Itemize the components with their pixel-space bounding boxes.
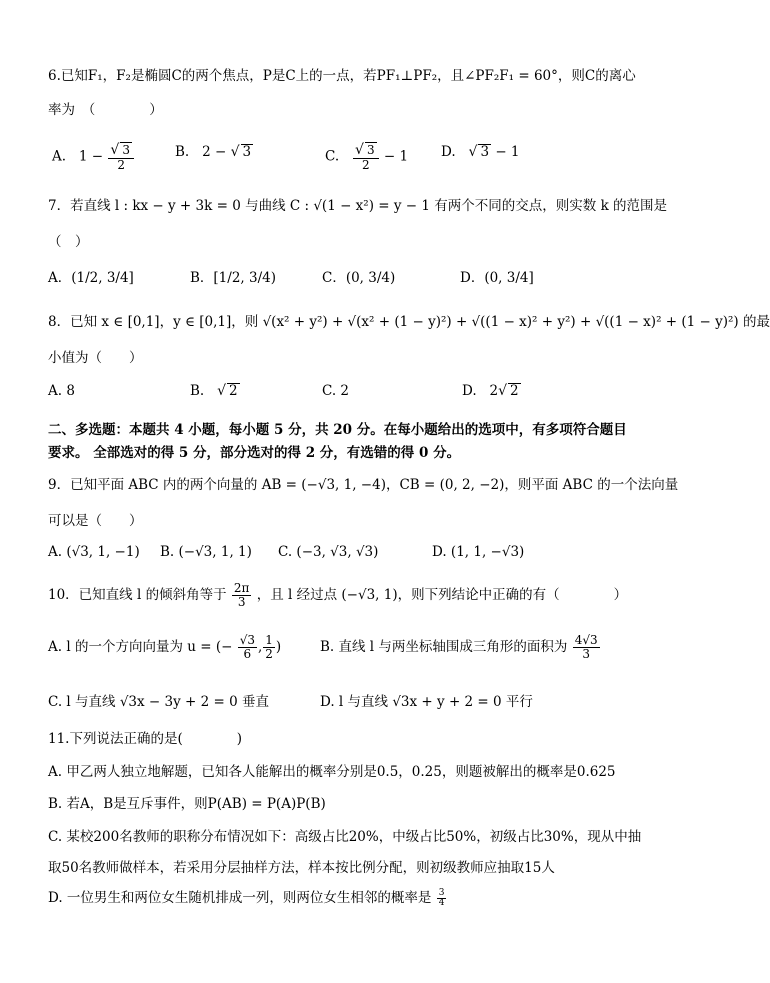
q7-option-d: D．(0, 3/4] (460, 270, 534, 286)
section2-header-line1: 二、多选题：本题共 4 小题，每小题 5 分，共 20 分。在每小题给出的选项中，有多项符合题目 (48, 422, 627, 438)
q10-b-frac: $\frac{4√3}{3}$ (574, 633, 598, 661)
q9-option-c: C. (−3, √3, √3) (278, 544, 379, 560)
q10-option-c: C. l 与直线 √3x − 3y + 2 = 0 垂直 (48, 694, 270, 710)
section2-header-line2: 要求。 全部选对的得 5 分，部分选对的得 2 分，有选错的得 0 分。 (48, 445, 461, 461)
q8-option-a: A. 8 (48, 383, 75, 399)
q10-stem (48, 582, 627, 609)
q10-stem-frac: $\frac{2\pi}{3}$ (233, 581, 250, 609)
q6-a-frac: $\frac{√ 3}{2}$ (108, 142, 134, 172)
q6-d-rad: 3 (480, 144, 490, 160)
q7-stem-line2: （ ） (48, 234, 89, 250)
q6-c-label: C. (325, 148, 340, 165)
q9-option-d: D. (1, 1, −√3) (432, 544, 525, 560)
q9-option-b: B. (−√3, 1, 1) (160, 544, 252, 560)
q10-a-frac2: $\frac{1}{2}$ (265, 633, 273, 661)
q7-option-c: C．(0, 3/4) (322, 270, 396, 286)
q11-stem: 11.下列说法正确的是( ) (48, 731, 243, 747)
q9-stem-line1: 9．已知平面 ABC 内的两个向量的 AB = (−√3, 1, −4)，CB = (0, 2, −2)，则平面 ABC 的一个法向量 (48, 477, 679, 493)
q6-option-a (52, 142, 135, 172)
q6-option-d: D. √ 3 − 1 (441, 144, 520, 160)
q6-b-rad: 3 (242, 144, 252, 160)
q8-stem-line2: 小值为（ ） (48, 350, 143, 366)
q8-option-c: C. 2 (322, 383, 350, 399)
q7-option-b: B．[1/2, 3/4) (190, 270, 276, 286)
q9-option-a: A. (√3, 1, −1) (48, 544, 140, 560)
q8-d-label: D. (462, 383, 477, 399)
q10-option-b (320, 634, 601, 661)
q7-stem-line1: 7．若直线 l : kx − y + 3k = 0 与曲线 C : √(1 − x²) = y − 1 有两个不同的交点，则实数 k 的范围是 (48, 198, 668, 214)
q10-option-a: A. l 的一个方向向量为 u = (− $\frac{√3}{6}$ , $\frac{1}{2}$ ) (48, 633, 282, 661)
q10-option-d: D. l 与直线 √3x + y + 2 = 0 平行 (320, 694, 533, 710)
q6-stem-line2: 率为 （ ） (48, 102, 163, 118)
q6-d-label: D. (441, 144, 456, 160)
q11-option-a: A. 甲乙两人独立地解题，已知各人能解出的概率分别是0.5，0.25，则题被解出的概率是0.625 (48, 764, 616, 780)
q8-option-d: D. 2√ 2 (462, 383, 519, 399)
q6-b-pre: 2 − (202, 144, 227, 160)
q11-d-pre: D. 一位男生和两位女生随机排成一列，则两位女生相邻的概率是 (48, 890, 432, 906)
q11-option-d (48, 886, 447, 908)
q10-a-pre: A. l 的一个方向向量为 u = (− (48, 639, 233, 655)
q10-a-post: ) (275, 639, 282, 655)
q8-b-rad: 2 (229, 383, 238, 399)
q6-stem-line1: 6.已知F₁，F₂是椭圆C的两个焦点，P是C上的一点，若PF₁⊥PF₂，且∠PF₂F₁ = 60°，则C的离心 (48, 68, 636, 84)
q6-b-label: B. (175, 144, 190, 160)
q10-a-frac1: $\frac{√3}{6}$ (239, 633, 255, 661)
q9-stem-line2: 可以是（ ） (48, 513, 143, 529)
q11-option-b: B. 若A，B是互斥事件，则P(AB) = P(A)P(B) (48, 796, 326, 812)
q11-d-frac: $\frac{3}{4}$ (438, 888, 445, 908)
q10-b-pre: B. 直线 l 与两坐标轴围成三角形的面积为 (320, 639, 568, 655)
q6-d-post: − 1 (495, 144, 520, 160)
q6-c-frac: $\frac{√ 3}{2}$ (353, 142, 379, 172)
q8-option-b: B. √ 2 (190, 383, 238, 399)
q6-option-c (325, 142, 408, 172)
q6-option-b: B. 2 − √ 3 (175, 144, 252, 160)
q6-a-label: A. (52, 148, 67, 165)
q8-b-label: B. (190, 383, 205, 399)
q6-c-post: − 1 (383, 148, 409, 165)
q10-stem-post: ，且 l 经过点 (−√3, 1)，则下列结论中正确的有（ ） (256, 587, 628, 603)
q7-option-a: A．(1/2, 3/4] (48, 270, 134, 286)
q11-option-c-line1: C. 某校200名教师的职称分布情况如下：高级占比20%，中级占比50%，初级占比30%，现从中抽 (48, 829, 642, 845)
q8-d-rad: 2 (510, 383, 519, 399)
q11-option-c-line2: 取50名教师做样本，若采用分层抽样方法，样本按比例分配，则初级教师应抽取15人 (48, 860, 555, 876)
q6-a-pre: 1 − (78, 148, 104, 165)
q10-stem-pre: 10．已知直线 l 的倾斜角等于 (48, 587, 227, 603)
q8-stem-line1: 8．已知 x ∈ [0,1]，y ∈ [0,1]，则 √(x² + y²) + √(x² + (1 − y)²) + √((1 − x)² + y²) + √((1 − x)² + (1 − y)²) 的最 (48, 314, 770, 330)
q8-d-pre: 2 (489, 383, 499, 399)
